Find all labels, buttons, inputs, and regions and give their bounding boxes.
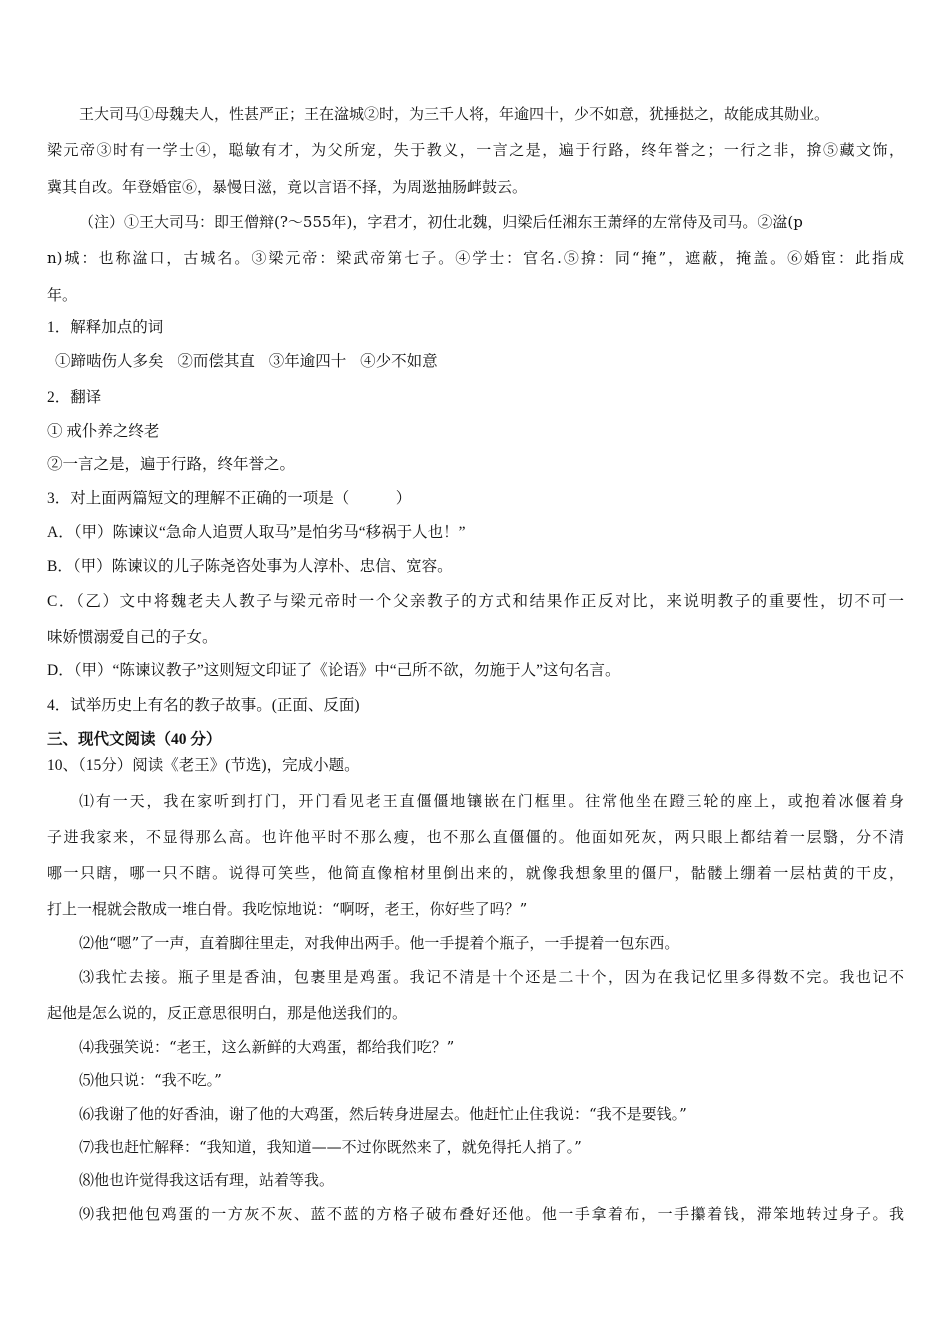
laowang-p3-line-2: 起他是怎么说的，反正意思很明白，那是他送我们的。 [47, 1004, 408, 1022]
laowang-p1-line-2: 子进我家来，不显得那么高。也许他平时不那么瘦，也不那么直僵僵的。他面如死灰，两只眼上都结着一层翳，分不清 [47, 828, 904, 846]
laowang-p1-line-4: 打上一棍就会散成一堆白骨。我吃惊地说：“啊呀，老王，你好些了吗？” [47, 900, 528, 918]
laowang-p4: ⑷我强笑说：“老王，这么新鲜的大鸡蛋，都给我们吃？” [79, 1038, 455, 1056]
question-2-item-a: ① 戒仆养之终老 [47, 423, 160, 440]
notes-line-1: （注）①王大司马：即王僧辩(?～555年)，字君才，初仕北魏，归梁后任湘东王萧绎的左常侍及司马。②湓(p [79, 213, 803, 231]
notes-line-2: n)城：也称湓口，古城名。③梁元帝：梁武帝第七子。④学士：官名.⑤揜：同“掩”，遮蔽，掩盖。⑥婚宦：此指成 [47, 249, 904, 267]
laowang-p9: ⑼我把他包鸡蛋的一方灰不灰、蓝不蓝的方格子破布叠好还他。他一手拿着布，一手攥着钱，滞笨地转过身子。我 [79, 1205, 904, 1223]
option-a: A．（甲）陈谏议“急命人追贾人取马”是怕劣马“移祸于人也！” [47, 524, 466, 541]
question-1: 1．解释加点的词 [47, 319, 164, 336]
laowang-p5: ⑸他只说：“我不吃。” [79, 1071, 222, 1089]
laowang-p8: ⑻他也许觉得我这话有理，站着等我。 [79, 1171, 335, 1189]
question-4: 4．试举历史上有名的教子故事。(正面、反面) [47, 697, 360, 714]
notes-line-3: 年。 [47, 286, 78, 304]
laowang-p1-line-1: ⑴有一天，我在家听到打门，开门看见老王直僵僵地镶嵌在门框里。往常他坐在蹬三轮的座上，或抱着冰偃着身 [79, 792, 904, 810]
passage-yi-line-2: 梁元帝③时有一学士④，聪敏有才，为父所宠，失于教义，一言之是，遍于行路，终年誉之；一行之非，揜⑤藏文饰， [47, 141, 904, 159]
laowang-p7: ⑺我也赶忙解释：“我知道，我知道——不过你既然来了，就免得托人捎了。” [79, 1138, 582, 1156]
laowang-p1-line-3: 哪一只瞎，哪一只不瞎。说得可笑些，他简直像棺材里倒出来的，就像我想象里的僵尸，骷髅上绷着一层枯黄的干皮， [47, 864, 904, 882]
passage-yi-line-3: 冀其自改。年登婚宦⑥，暴慢日滋，竟以言语不择，为周逖抽肠衅鼓云。 [47, 178, 528, 196]
option-c-line-1: C．（乙）文中将魏老夫人教子与梁元帝时一个父亲教子的方式和结果作正反对比，来说明教子的重要性，切不可一 [47, 593, 904, 610]
option-b: B．（甲）陈谏议的儿子陈尧咨处事为人淳朴、忠信、宽容。 [47, 558, 453, 575]
question-10: 10、（15分）阅读《老王》(节选)，完成小题。 [47, 757, 360, 774]
question-2-item-b: ②一言之是，遍于行路，终年誉之。 [47, 456, 296, 473]
question-3: 3．对上面两篇短文的理解不正确的一项是（ ） [47, 490, 412, 507]
laowang-p3-line-1: ⑶我忙去接。瓶子里是香油，包裹里是鸡蛋。我记不清是十个还是二十个，因为在我记忆里多得数不完。我也记不 [79, 968, 904, 986]
passage-yi-line-1: 王大司马①母魏夫人，性甚严正；王在湓城②时，为三千人将，年逾四十，少不如意，犹捶挞之，故能成其勋业。 [79, 105, 830, 123]
laowang-p2: ⑵他“嗯”了一声，直着脚往里走，对我伸出两手。他一手提着个瓶子，一手提着一包东西。 [79, 934, 680, 952]
option-c-line-2: 味娇惯溺爱自己的子女。 [47, 629, 218, 646]
section-heading: 三、现代文阅读（40 分） [47, 731, 222, 748]
question-2: 2．翻译 [47, 389, 102, 406]
laowang-p6: ⑹我谢了他的好香油，谢了他的大鸡蛋，然后转身进屋去。他赶忙止住我说：“我不是要钱。” [79, 1105, 687, 1123]
option-d: D．（甲）“陈谏议教子”这则短文印证了《论语》中“己所不欲，勿施于人”这句名言。 [47, 662, 621, 679]
question-1-items: ①蹄啮伤人多矣 ②而偿其直 ③年逾四十 ④少不如意 [55, 353, 438, 370]
